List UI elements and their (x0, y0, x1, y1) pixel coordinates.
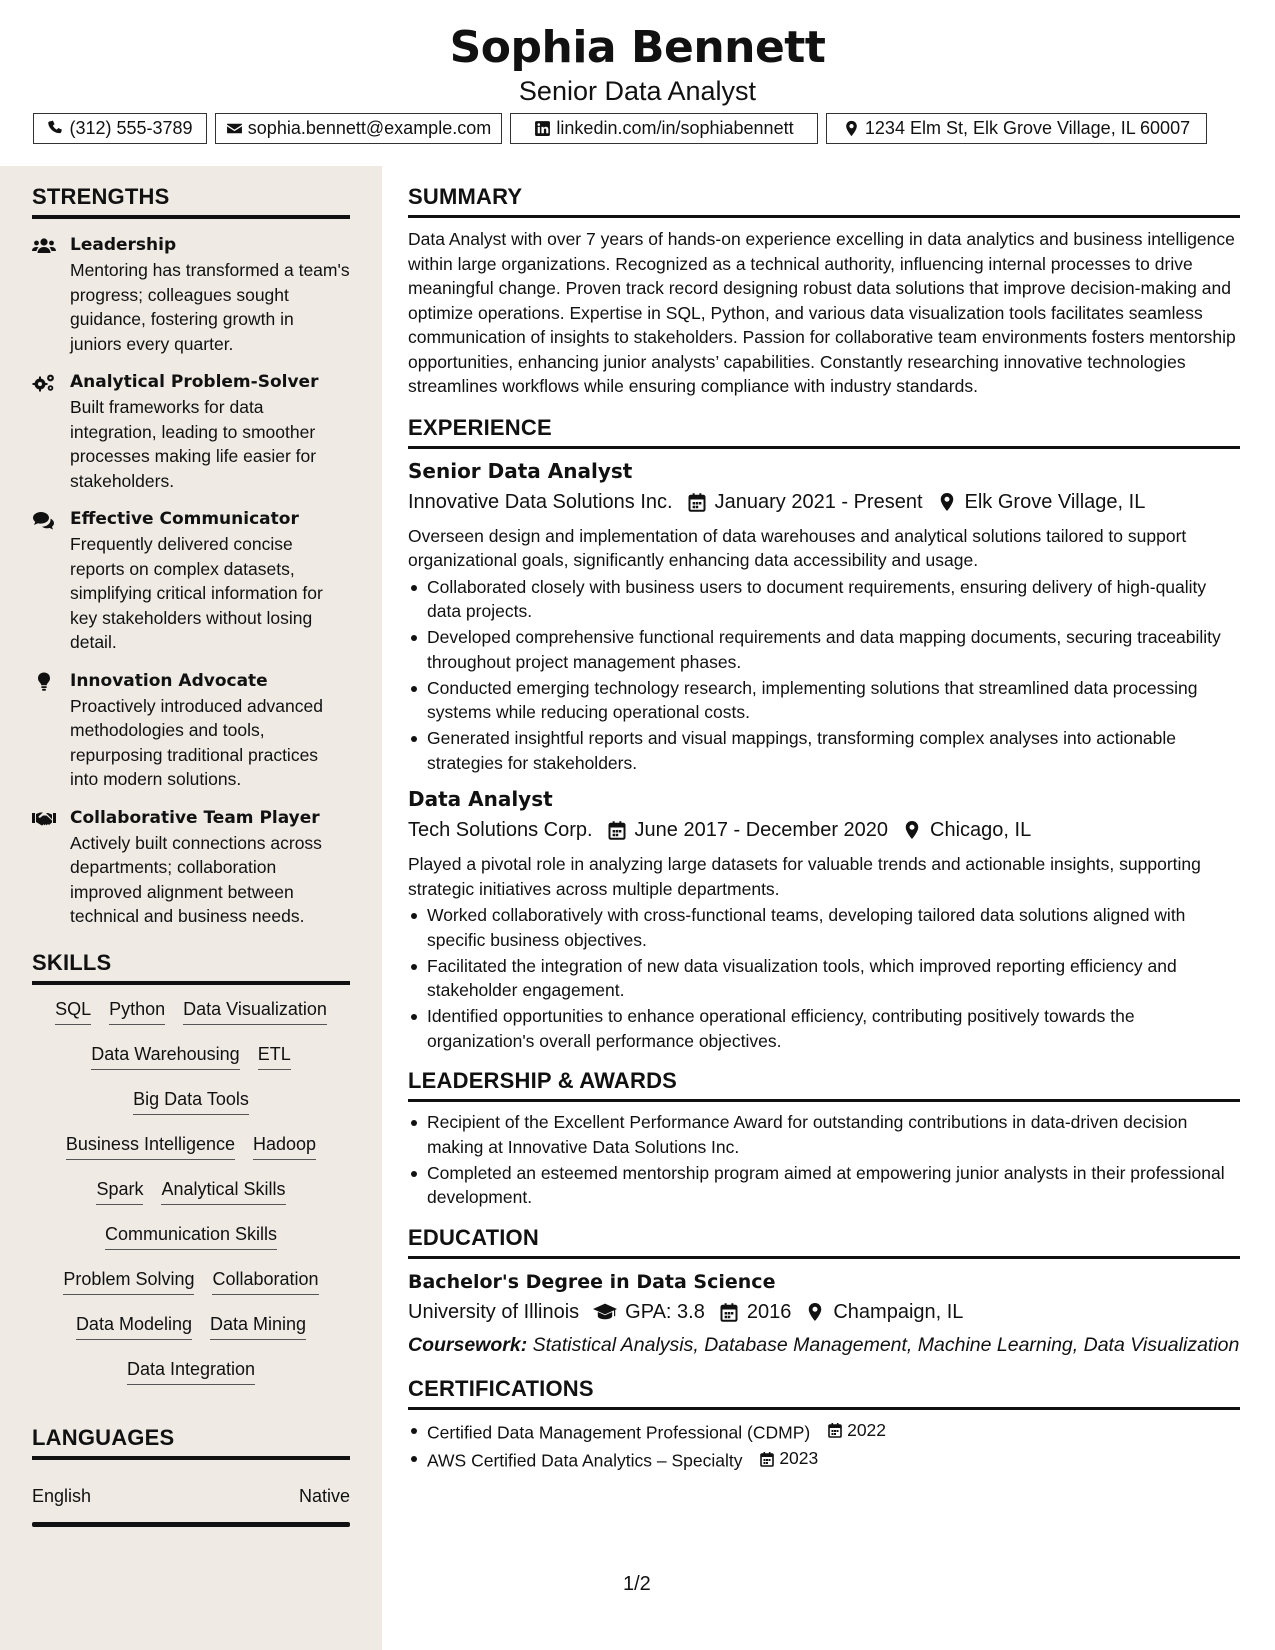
skills-row (32, 1267, 350, 1312)
job-dates: June 2017 - December 2020 (634, 819, 889, 841)
skill-tag: Data Integration (127, 1357, 255, 1385)
calendar-icon (719, 1302, 739, 1322)
linkedin-icon (534, 120, 551, 137)
gears-icon (32, 373, 56, 393)
skill-tag: Data Mining (210, 1312, 306, 1340)
skill-tag: Data Visualization (183, 997, 327, 1025)
language-name: English (32, 1485, 92, 1506)
sidebar (0, 166, 382, 1650)
map-pin-icon (902, 820, 922, 840)
skill-tag: Communication Skills (105, 1222, 277, 1250)
strength-item (32, 370, 350, 493)
experience-heading: EXPERIENCE (408, 414, 1240, 449)
skills-row (32, 1042, 350, 1087)
linkedin-text: linkedin.com/in/sophiabennett (556, 118, 794, 138)
job-description: Overseen design and implementation of data warehouses and analytical solutions tailored to support organizational goals, significantly enhancing data accessibility and usage. (408, 525, 1187, 570)
skills-heading: SKILLS (32, 949, 350, 985)
certifications-list (408, 1418, 1240, 1473)
gpa: GPA: 3.8 (625, 1300, 705, 1323)
resume-header (0, 0, 1275, 108)
skill-tag: Data Modeling (76, 1312, 192, 1340)
list-item: Completed an esteemed mentorship program aimed at empowering junior analysts in their professional development. (408, 1161, 1240, 1210)
email-text: sophia.bennett@example.com (247, 118, 492, 138)
coursework-text: Statistical Analysis, Database Management, Machine Learning, Data Visualization (532, 1333, 1240, 1356)
coursework-label: Coursework: (408, 1333, 528, 1356)
certifications-heading: CERTIFICATIONS (408, 1375, 1240, 1410)
list-item: Developed comprehensive functional requirements and data mapping documents, securing traceability throughout project management phases. (408, 625, 1240, 674)
main-content (408, 183, 1240, 1475)
strength-title: Innovation Advocate (70, 670, 268, 691)
address-text: 1234 Elm St, Elk Grove Village, IL 60007 (864, 118, 1191, 138)
phone-icon (47, 120, 64, 137)
skills-list (32, 997, 350, 1402)
strength-item (32, 806, 350, 929)
skill-tag: ETL (258, 1042, 291, 1070)
skill-tag: Data Warehousing (91, 1042, 239, 1070)
handshake-icon (32, 809, 56, 829)
strength-desc: Actively built connections across departments; collaboration improved alignment between technical and business needs. (70, 832, 322, 926)
skill-tag: SQL (55, 997, 91, 1025)
list-item: Worked collaboratively with cross-functional teams, developing tailored data solutions aligned with specific business objectives. (408, 903, 1240, 952)
languages-heading: LANGUAGES (32, 1424, 350, 1460)
job-location: Chicago, IL (930, 819, 1032, 841)
job-bullets (408, 903, 1240, 1053)
list-item (408, 1446, 1240, 1473)
skills-row (32, 1177, 350, 1222)
cert-name: Certified Data Management Professional (CDMP) (427, 1422, 811, 1443)
skill-tag: Big Data Tools (133, 1087, 249, 1115)
job-location: Elk Grove Village, IL (964, 490, 1146, 513)
strength-item (32, 507, 350, 655)
strength-desc: Frequently delivered concise reports on complex datasets, simplifying critical information for key stakeholders without losing detail. (70, 534, 323, 652)
skill-tag: Problem Solving (63, 1267, 194, 1295)
map-pin-icon (937, 492, 957, 512)
school-name: University of Illinois (408, 1300, 580, 1323)
language-level: Native (298, 1485, 350, 1506)
strength-title: Leadership (70, 235, 177, 255)
strength-title: Effective Communicator (70, 509, 299, 529)
strength-item (32, 233, 350, 356)
skills-row (32, 1357, 350, 1402)
calendar-icon (607, 820, 627, 840)
summary-text: Data Analyst with over 7 years of hands-on experience excelling in data analytics and business intelligence within large organizations. Recognized as a technical authority, influencing internal processes to drive meaningful change. Proven track record designing robust data solutions that improve decision-making and optimize operations. Expertise in SQL, Python, and various data visualization tools facilitates seamless communication of insights to stakeholders. Passion for collaborative team environments fosters mentorship opportunities, enhancing junior analysts’ capabilities. Constantly researching innovative technologies streamlines workflows while ensuring compliance with industry standards. (408, 229, 1236, 396)
skill-tag: Analytical Skills (161, 1177, 285, 1205)
list-item: Generated insightful reports and visual mappings, transforming complex analyses into actionable strategies for stakeholders. (408, 726, 1240, 775)
skills-row (32, 1222, 350, 1267)
map-pin-icon (805, 1302, 825, 1322)
calendar-icon (827, 1422, 843, 1438)
lightbulb-icon (32, 672, 56, 692)
job-entry (408, 457, 1240, 776)
envelope-icon (226, 120, 243, 137)
education-heading: EDUCATION (408, 1224, 1240, 1259)
language-item (32, 1484, 350, 1508)
job-dates: January 2021 - Present (714, 490, 923, 513)
calendar-icon (759, 1451, 775, 1467)
strength-desc: Proactively introduced advanced methodologies and tools, repurposing traditional practices into modern solutions. (70, 695, 323, 789)
email-contact[interactable] (215, 113, 502, 144)
job-description: Played a pivotal role in analyzing large datasets for valuable trends and actionable insights, supporting strategic initiatives across multiple departments. (408, 854, 1201, 899)
page-number: 1/2 (623, 1573, 651, 1595)
job-title: Data Analyst (408, 787, 553, 811)
leadership-bullets (408, 1110, 1240, 1210)
calendar-icon (687, 492, 707, 512)
strength-title: Analytical Problem-Solver (70, 372, 319, 392)
candidate-title: Senior Data Analyst (518, 76, 757, 106)
summary-heading: SUMMARY (408, 183, 1240, 218)
list-item: Identified opportunities to enhance operational efficiency, contributing positively towards the organization's overall performance objectives. (408, 1004, 1240, 1053)
skills-row (32, 1132, 350, 1177)
cert-year: 2023 (779, 1448, 819, 1469)
skill-tag: Python (109, 997, 165, 1025)
language-proficiency-bar (32, 1522, 350, 1527)
strength-desc: Mentoring has transformed a team's progress; colleagues sought guidance, fostering growth in juniors every quarter. (70, 260, 350, 354)
skills-row (32, 1312, 350, 1357)
job-company: Innovative Data Solutions Inc. (408, 490, 673, 513)
list-item: Conducted emerging technology research, implementing solutions that streamlined data processing systems while reducing operational costs. (408, 676, 1240, 725)
list-item: Recipient of the Excellent Performance Award for outstanding contributions in data-driven decision making at Innovative Data Solutions Inc. (408, 1110, 1240, 1159)
school-location: Champaign, IL (833, 1300, 964, 1323)
address-contact[interactable] (826, 113, 1207, 144)
strength-title: Collaborative Team Player (70, 807, 320, 828)
list-item (408, 1418, 1240, 1445)
degree-title: Bachelor's Degree in Data Science (408, 1270, 776, 1293)
graduation-cap-icon (593, 1302, 617, 1322)
comments-icon (32, 510, 56, 530)
skill-tag: Hadoop (253, 1132, 316, 1160)
job-bullets (408, 575, 1240, 776)
users-icon (32, 236, 56, 256)
phone-text: (312) 555-3789 (69, 118, 193, 138)
coursework (408, 1333, 1240, 1358)
skill-tag: Collaboration (212, 1267, 318, 1295)
map-pin-icon (843, 120, 860, 137)
skill-tag: Spark (96, 1177, 143, 1205)
skills-row (32, 1087, 350, 1132)
contact-bar (33, 113, 1243, 145)
job-title: Senior Data Analyst (408, 458, 633, 483)
strengths-heading: STRENGTHS (32, 183, 350, 219)
candidate-name: Sophia Bennett (449, 22, 826, 73)
cert-year: 2022 (847, 1420, 887, 1440)
job-entry (408, 785, 1240, 1053)
skill-tag: Business Intelligence (66, 1132, 235, 1160)
strength-desc: Built frameworks for data integration, leading to smoother processes making life easier for stakeholders. (70, 397, 317, 491)
job-company: Tech Solutions Corp. (408, 819, 593, 841)
cert-name: AWS Certified Data Analytics – Specialty (427, 1450, 743, 1471)
list-item: Facilitated the integration of new data visualization tools, which improved reporting efficiency and stakeholder engagement. (408, 954, 1240, 1003)
strength-item (32, 669, 350, 792)
linkedin-contact[interactable] (510, 113, 818, 144)
skills-row (32, 997, 350, 1042)
list-item: Collaborated closely with business users to document requirements, ensuring delivery of high-quality data projects. (408, 575, 1240, 624)
phone-contact[interactable] (33, 113, 207, 144)
graduation-year: 2016 (746, 1300, 792, 1323)
leadership-heading: LEADERSHIP & AWARDS (408, 1067, 1240, 1102)
